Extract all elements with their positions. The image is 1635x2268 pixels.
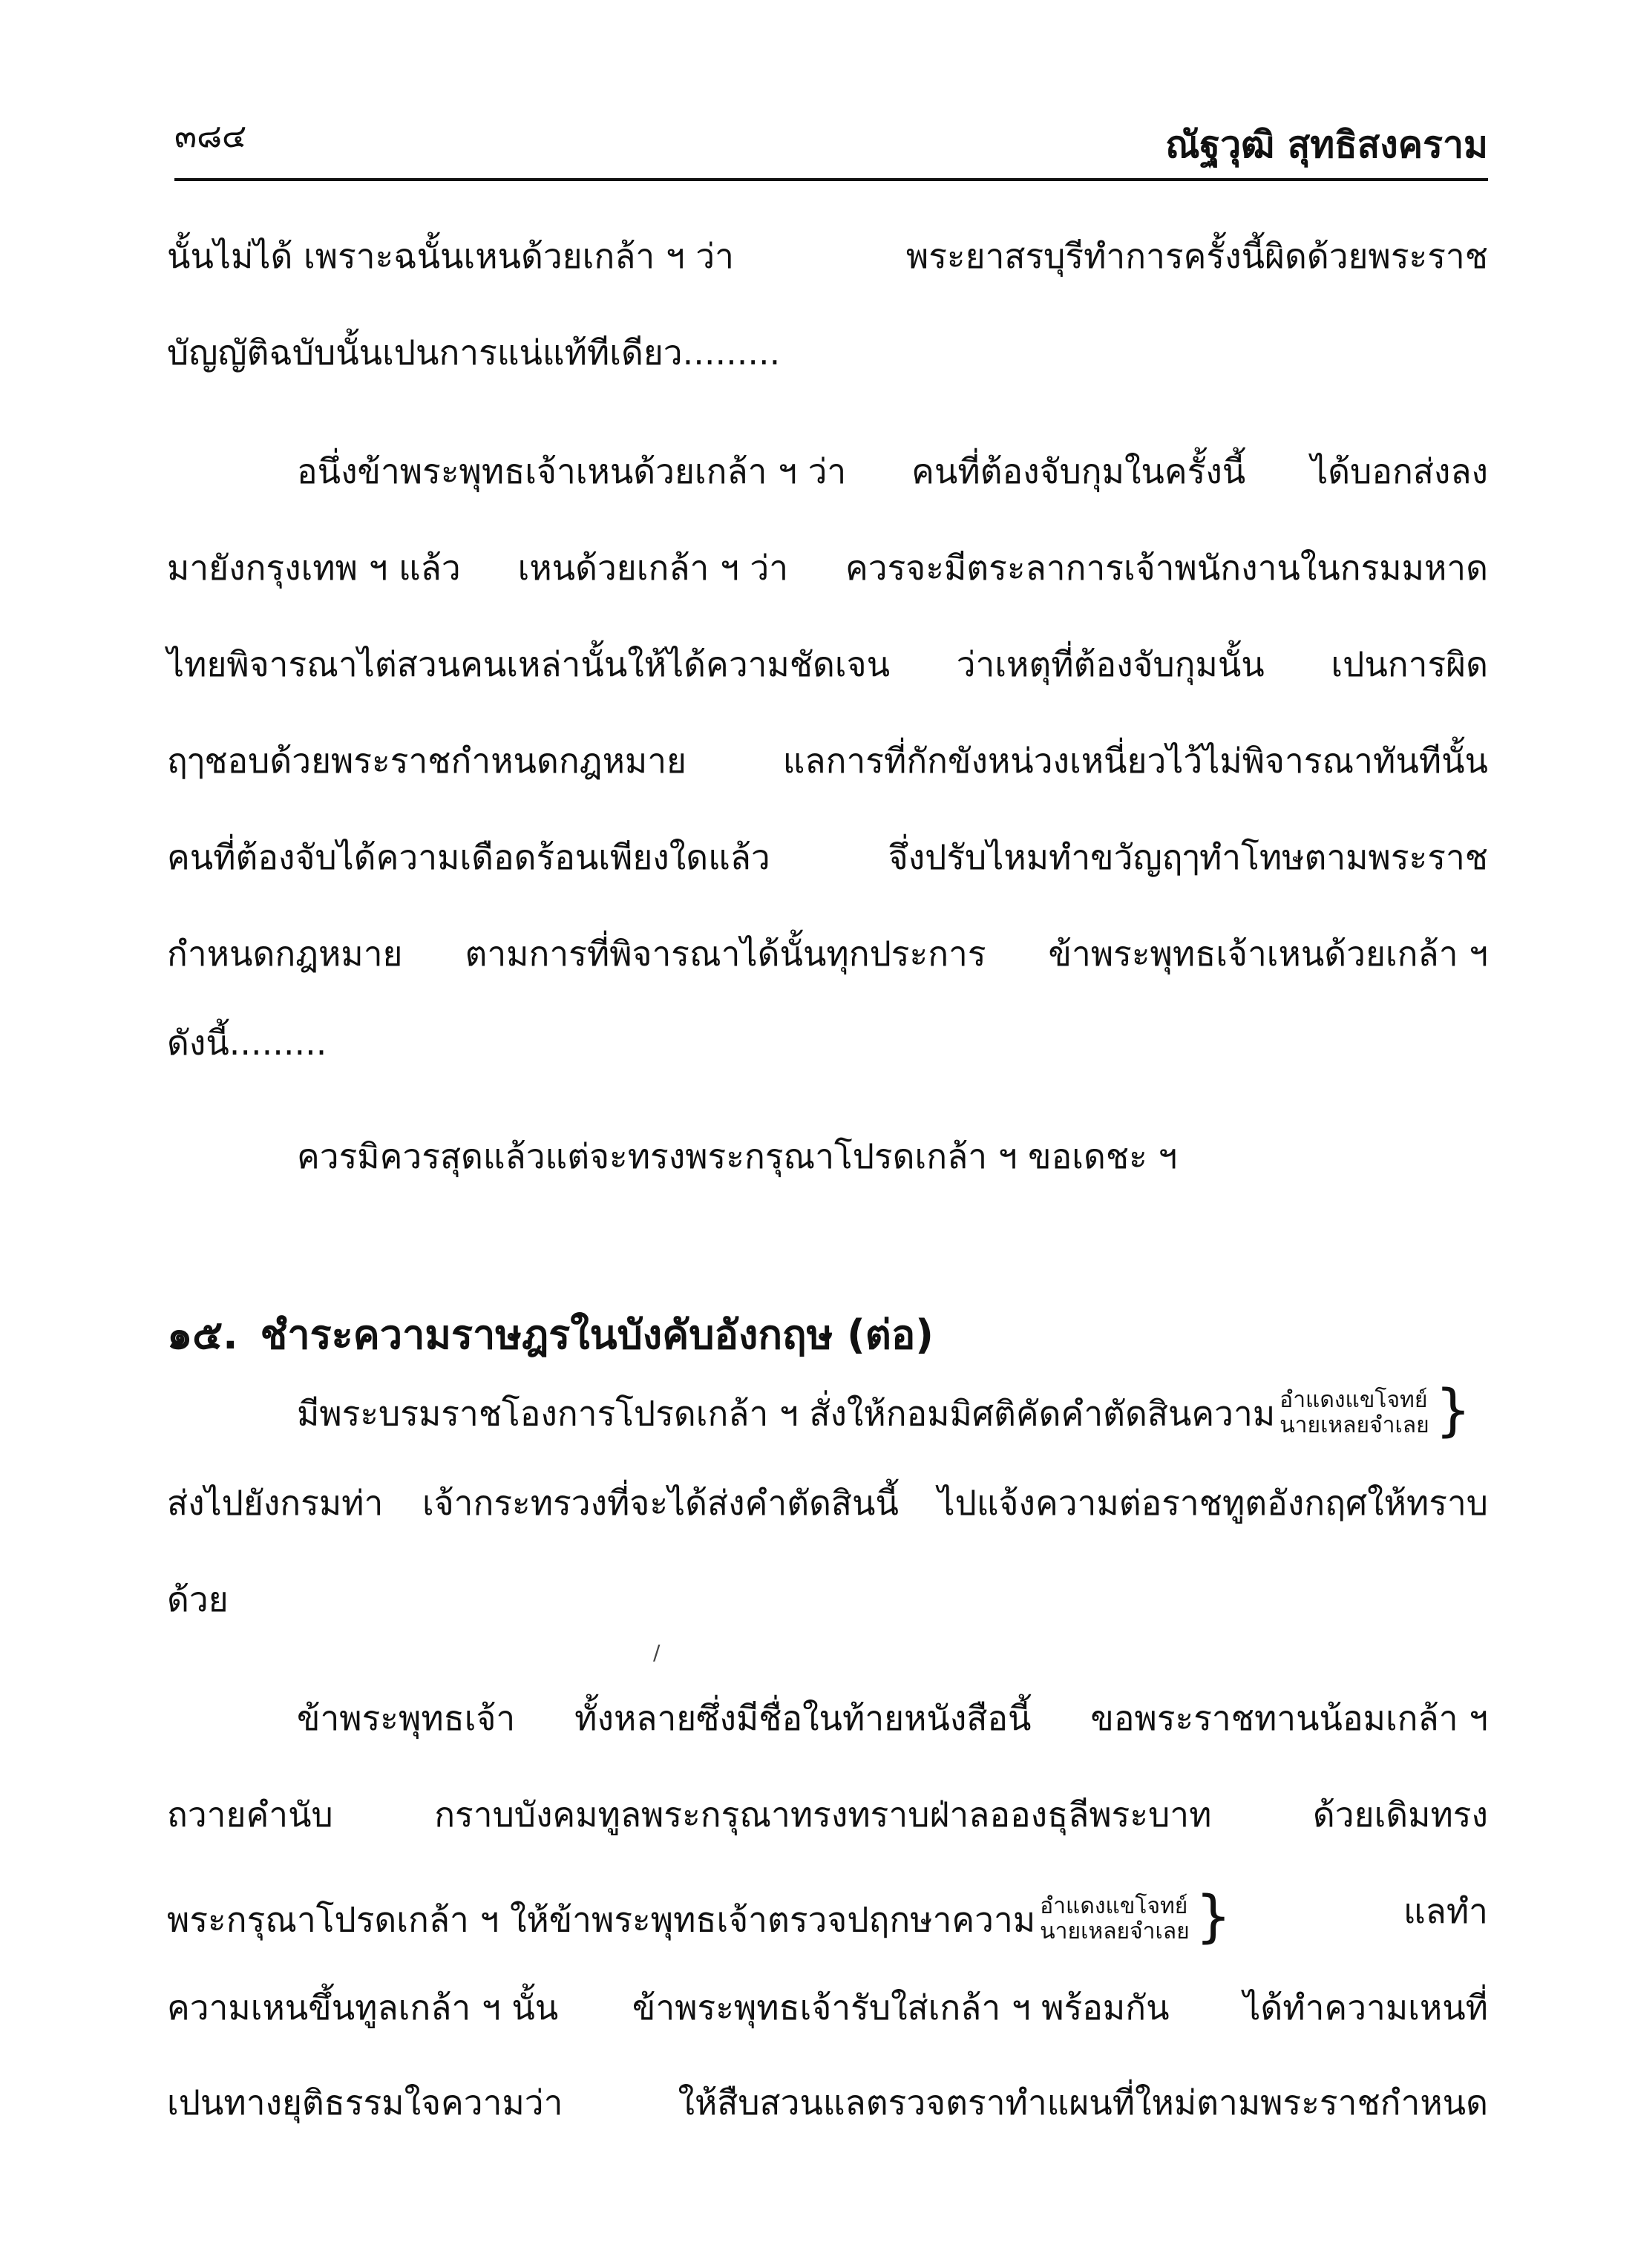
text-segment: ส่งไปยังกรมท่า bbox=[167, 1483, 384, 1523]
text-line bbox=[297, 1377, 1472, 1444]
text-segment: มายังกรุงเทพ ฯ แล้ว bbox=[167, 548, 461, 588]
text-segment: ถวายคำนับ bbox=[167, 1795, 333, 1835]
page-number: ๓๘๔ bbox=[174, 117, 247, 155]
text-segment: ไทยพิจารณาไต่สวนคนเหล่านั้นให้ได้ความชัดเจน bbox=[167, 644, 891, 684]
text-segment: ตามการที่พิจารณาได้นั้นทุกประการ bbox=[465, 934, 986, 974]
text-segment: จึ่งปรับไหมทำขวัญฤๅทำโทษตามพระราช bbox=[888, 837, 1488, 877]
text-line bbox=[167, 2082, 1488, 2123]
plaintiff-label: อำแดงแขโจทย์ bbox=[1040, 1892, 1188, 1919]
text-segment: ว่าเหตุที่ต้องจับกุมนั้น bbox=[956, 644, 1265, 684]
plaintiff-label: อำแดงแขโจทย์ bbox=[1280, 1386, 1428, 1413]
text-line bbox=[167, 548, 1488, 588]
text-segment: เปนทางยุติธรรมใจความว่า bbox=[167, 2082, 563, 2123]
text-segment: คนที่ต้องจับกุมในครั้งนี้ bbox=[911, 451, 1246, 491]
text-segment: กราบบังคมทูลพระกรุณาทรงทราบฝ่าลอองธุลีพระบาท bbox=[434, 1795, 1212, 1835]
text-segment: เจ้ากระทรวงที่จะได้ส่งคำตัดสินนี้ bbox=[422, 1483, 899, 1523]
text-line bbox=[167, 236, 1488, 276]
header-rule bbox=[174, 178, 1488, 181]
text-segment: ด้วยเดิมทรง bbox=[1312, 1795, 1488, 1835]
text-segment: ควรจะมีตระลาการเจ้าพนักงานในกรมมหาด bbox=[845, 548, 1488, 588]
text-line bbox=[167, 644, 1488, 684]
text-segment: เหนด้วยเกล้า ฯ ว่า bbox=[517, 548, 789, 588]
text-segment: ได้ทำความเหนที่ bbox=[1243, 1987, 1488, 2028]
text-segment: ขอพระราชทานน้อมเกล้า ฯ bbox=[1090, 1698, 1488, 1738]
text-segment: อนึ่งข้าพระพุทธเจ้าเหนด้วยเกล้า ฯ ว่า bbox=[297, 451, 847, 491]
page-header bbox=[174, 110, 1488, 177]
text-segment: มีพระบรมราชโองการโปรดเกล้า ฯ สั่งให้กอมมิศติคัดคำตัดสินความ bbox=[297, 1393, 1276, 1434]
text-line bbox=[167, 1795, 1488, 1835]
section-title: ชำระความราษฎรในบังคับอังกฤษ (ต่อ) bbox=[260, 1311, 934, 1358]
text-segment: แลทำ bbox=[1403, 1891, 1488, 1931]
text-segment: แลการที่กักขังหน่วงเหนี่ยวไว้ไม่พิจารณาทันทีนั้น bbox=[782, 741, 1488, 781]
text-segment: กำหนดกฎหมาย bbox=[167, 934, 403, 974]
text-segment: ฤๅชอบด้วยพระราชกำหนดกฎหมาย bbox=[167, 741, 687, 781]
text-segment: ข้าพระพุทธเจ้ารับใส่เกล้า ฯ พร้อมกัน bbox=[632, 1987, 1170, 2028]
section-heading bbox=[167, 1302, 934, 1366]
text-line bbox=[167, 934, 1488, 974]
text-line: ด้วย bbox=[167, 1579, 229, 1619]
text-line: บัญญัติฉบับนั้นเปนการแน่แท้ทีเดียว......... bbox=[167, 332, 781, 373]
text-segment: พระกรุณาโปรดเกล้า ฯ ให้ข้าพระพุทธเจ้าตรวจปฤกษาความ bbox=[167, 1899, 1036, 1940]
text-segment bbox=[167, 1883, 1232, 1950]
text-line bbox=[167, 1987, 1488, 2028]
text-segment: พระยาสรบุรีทำการครั้งนี้ผิดด้วยพระราช bbox=[905, 236, 1488, 276]
running-head: ณัฐวุฒิ สุทธิสงคราม bbox=[1165, 123, 1488, 166]
section-number: ๑๕. bbox=[167, 1311, 238, 1358]
text-segment: ได้บอกส่งลง bbox=[1311, 451, 1488, 491]
text-line bbox=[167, 1483, 1488, 1523]
text-line bbox=[167, 837, 1488, 877]
stray-mark: / bbox=[653, 1640, 661, 1665]
text-segment: ข้าพระพุทธเจ้าเหนด้วยเกล้า ฯ bbox=[1048, 934, 1488, 974]
text-segment: ให้สืบสวนแลตรวจตราทำแผนที่ใหม่ตามพระราชกำหนด bbox=[678, 2082, 1488, 2123]
text-segment: นั้นไม่ได้ เพราะฉนั้นเหนด้วยเกล้า ฯ ว่า bbox=[167, 236, 734, 276]
brace-mark: } bbox=[1435, 1377, 1472, 1443]
case-parties bbox=[1280, 1388, 1429, 1439]
text-segment: คนที่ต้องจับได้ความเดือดร้อนเพียงใดแล้ว bbox=[167, 837, 770, 877]
text-line bbox=[167, 1883, 1488, 1950]
text-line bbox=[297, 1698, 1488, 1738]
text-segment: ไปแจ้งความต่อราชทูตอังกฤศให้ทราบ bbox=[937, 1483, 1488, 1523]
defendant-label: นายเหลยจำเลย bbox=[1280, 1412, 1429, 1438]
text-segment: ทั้งหลายซึ่งมีชื่อในท้ายหนังสือนี้ bbox=[574, 1698, 1032, 1738]
text-line bbox=[167, 741, 1488, 781]
text-line bbox=[297, 451, 1488, 491]
text-line: ดังนี้......... bbox=[167, 1023, 327, 1063]
defendant-label: นายเหลยจำเลย bbox=[1040, 1918, 1190, 1944]
brace-mark: } bbox=[1195, 1883, 1232, 1949]
text-segment: ข้าพระพุทธเจ้า bbox=[297, 1698, 516, 1738]
closing-line: ควรมิควรสุดแล้วแต่จะทรงพระกรุณาโปรดเกล้า ฯ ขอเดชะ ฯ bbox=[297, 1136, 1178, 1176]
text-segment: เปนการผิด bbox=[1331, 644, 1488, 684]
text-segment: ความเหนขึ้นทูลเกล้า ฯ นั้น bbox=[167, 1987, 559, 2028]
case-parties bbox=[1040, 1894, 1190, 1945]
